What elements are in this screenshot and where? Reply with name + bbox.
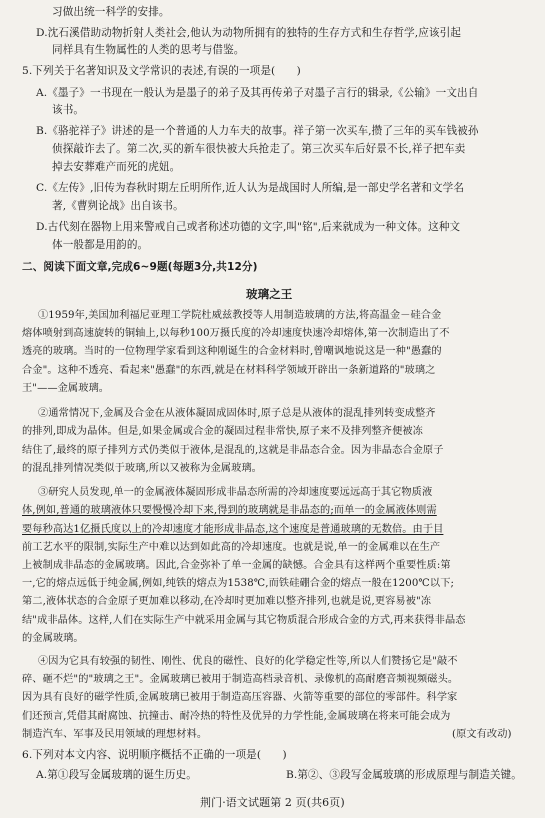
p3-line2-underlined: 体,例如,普通的玻璃液体只要慢慢冷却下来,得到的玻璃就是非晶态的;而单一的金属液体则需 xyxy=(22,505,437,516)
p3-line1: ③研究人员发现,单一的金属液体凝固形成非晶态所需的冷却速度要远远高于其它物质液 xyxy=(38,487,433,498)
q5-option-b-line1: B.《骆驼祥子》讲述的是一个普通的人力车夫的故事。祥子第一次买车,攒了三年的买车钱被孙 xyxy=(36,125,479,137)
p3-line3-underlined: 要每秒高达1亿摄氏度以上的冷却速度才能形成非晶态,这个速度是普通玻璃的无数倍。由于目 xyxy=(22,524,444,535)
p3-line5: 上被制成非晶态的金属玻璃。因此,合金弥补了单一金属的缺憾。合金具有这样两个重要性质:第 xyxy=(22,560,451,571)
q4-option-d-line2: 同样具有生物属性的人类的思考与借鉴。 xyxy=(52,44,245,56)
p1-line5: 王"——金属玻璃。 xyxy=(22,383,110,394)
q6-option-a: A.第①段写金属玻璃的诞生历史。 xyxy=(36,769,197,781)
p3-line9: 的金属玻璃。 xyxy=(22,633,84,644)
q4-option-d-line1: D.沈石溪借助动物折射人类社会,他认为动物所拥有的独特的生存方式和生存哲学,应该引起 xyxy=(36,27,461,39)
p3-line7: 第二,液体状态的合金原子更加难以移动,在冷却时更加难以整齐排列,也就是说,更容易被"冻 xyxy=(22,596,432,607)
q5-option-a-line2: 该书。 xyxy=(52,104,85,116)
source-note: (原文有改动) xyxy=(452,729,512,740)
p2-line2: 的排列,即成为晶体。但是,如果金属或合金的凝固过程非常快,原子来不及排列整齐便被冻 xyxy=(22,426,423,437)
q5-option-b-line2: 侦探敲诈去了。第二次,买的新车很快被大兵抢走了。第三次买车后好景不长,祥子把车卖 xyxy=(52,143,466,155)
section-heading: 二、阅读下面文章,完成6~9题(每题3分,共12分) xyxy=(22,261,258,273)
page-footer: 荆门·语文试题第 2 页(共6页) xyxy=(200,796,345,809)
p3-line6: 一,它的熔点远低于纯金属,例如,纯铁的熔点为1538℃,而铁硅硼合金的熔点一般在1200℃以下; xyxy=(22,578,455,589)
p3-line4: 前工艺水平的限制,实际生产中难以达到如此高的冷却速度。也就是说,单一的金属难以在生产 xyxy=(22,542,441,553)
p2-line1: ②通常情况下,金属及合金在从液体凝固成固体时,原子总是从液体的混乱排列转变成整齐 xyxy=(38,408,436,419)
q4-option-c-end: 习做出统一科学的安排。 xyxy=(52,6,170,18)
q5-option-c-line1: C.《左传》,旧传为春秋时期左丘明所作,近人认为是战国时人所编,是一部史学名著和文学名 xyxy=(36,182,465,194)
p1-line1: ①1959年,美国加利福尼亚理工学院杜威兹教授等人用制造玻璃的方法,将高温金－硅合金 xyxy=(38,310,442,321)
p4-line3: 因为具有良好的磁学性质,金属玻璃已被用于制造高压容器、火箭等重要的部位的零部件。科学家 xyxy=(22,692,458,703)
q5-option-c-line2: 著,《曹刿论战》出自该书。 xyxy=(52,200,184,212)
p4-line5: 制造汽车、军事及民用领域的理想材料。 xyxy=(22,729,208,740)
p1-line3: 透亮的玻璃。当时的一位物理学家看到这种刚诞生的合金材料时,曾嘲讽地说这是一种"愚蠢的 xyxy=(22,346,442,357)
p2-line3: 结住了,最终的原子排列方式仍类似于液体,是混乱的,这就是非晶态合金。因为非晶态合金原子 xyxy=(22,445,444,456)
q5-option-a-line1: A.《墨子》一书现在一般认为是墨子的弟子及其再传弟子对墨子言行的辑录,《公输》一文出自 xyxy=(36,87,479,99)
p4-line2: 碎、砸不烂"的"玻璃之王"。金属玻璃已被用于制造高档录音机、录像机的高耐磨音频视频磁头。 xyxy=(22,674,459,685)
p1-line4: 合金"。这种不透亮、看起来"愚蠢"的东西,就是在材料科学领域开辟出一条新道路的"玻璃之 xyxy=(22,365,436,376)
q6-option-b: B.第②、③段写金属玻璃的形成原理与制造关键。 xyxy=(286,769,522,781)
p2-line4: 的混乱排列情况类似于玻璃,所以又被称为金属玻璃。 xyxy=(22,463,262,474)
q6-stem: 6.下列对本文内容、说明顺序概括不正确的一项是( ) xyxy=(22,749,287,761)
q5-option-d-line2: 体一般都是用韵的。 xyxy=(52,239,149,251)
article-title: 玻璃之王 xyxy=(246,287,293,301)
q5-option-b-line3: 掉去安葬难产而死的虎妞。 xyxy=(52,161,181,173)
q5-stem: 5.下列关于名著知识及文学常识的表述,有误的一项是( ) xyxy=(22,65,301,77)
q5-option-d-line1: D.古代刻在器物上用来警戒自己或者称述功德的文字,叫"铭",后来就成为一种文体。这种文 xyxy=(36,221,461,233)
p1-line2: 熔体喷射到高速旋转的铜轴上,以每秒100万摄氏度的冷却速度快速冷却熔体,第一次制造出了不 xyxy=(22,328,450,339)
p4-line1: ④因为它具有较强的韧性、刚性、优良的磁性、良好的化学稳定性等,所以人们赞扬它是"敲不 xyxy=(38,656,458,667)
p4-line4: 们还预言,凭借其耐腐蚀、抗撞击、耐冷热的特性及优异的力学性能,金属玻璃在将来可能会成为 xyxy=(22,711,451,722)
p3-line8: 结"成非晶体。这样,人们在实际生产中就采用金属与其它物质混合形成合金的方式,再来获得非晶态 xyxy=(22,615,466,626)
